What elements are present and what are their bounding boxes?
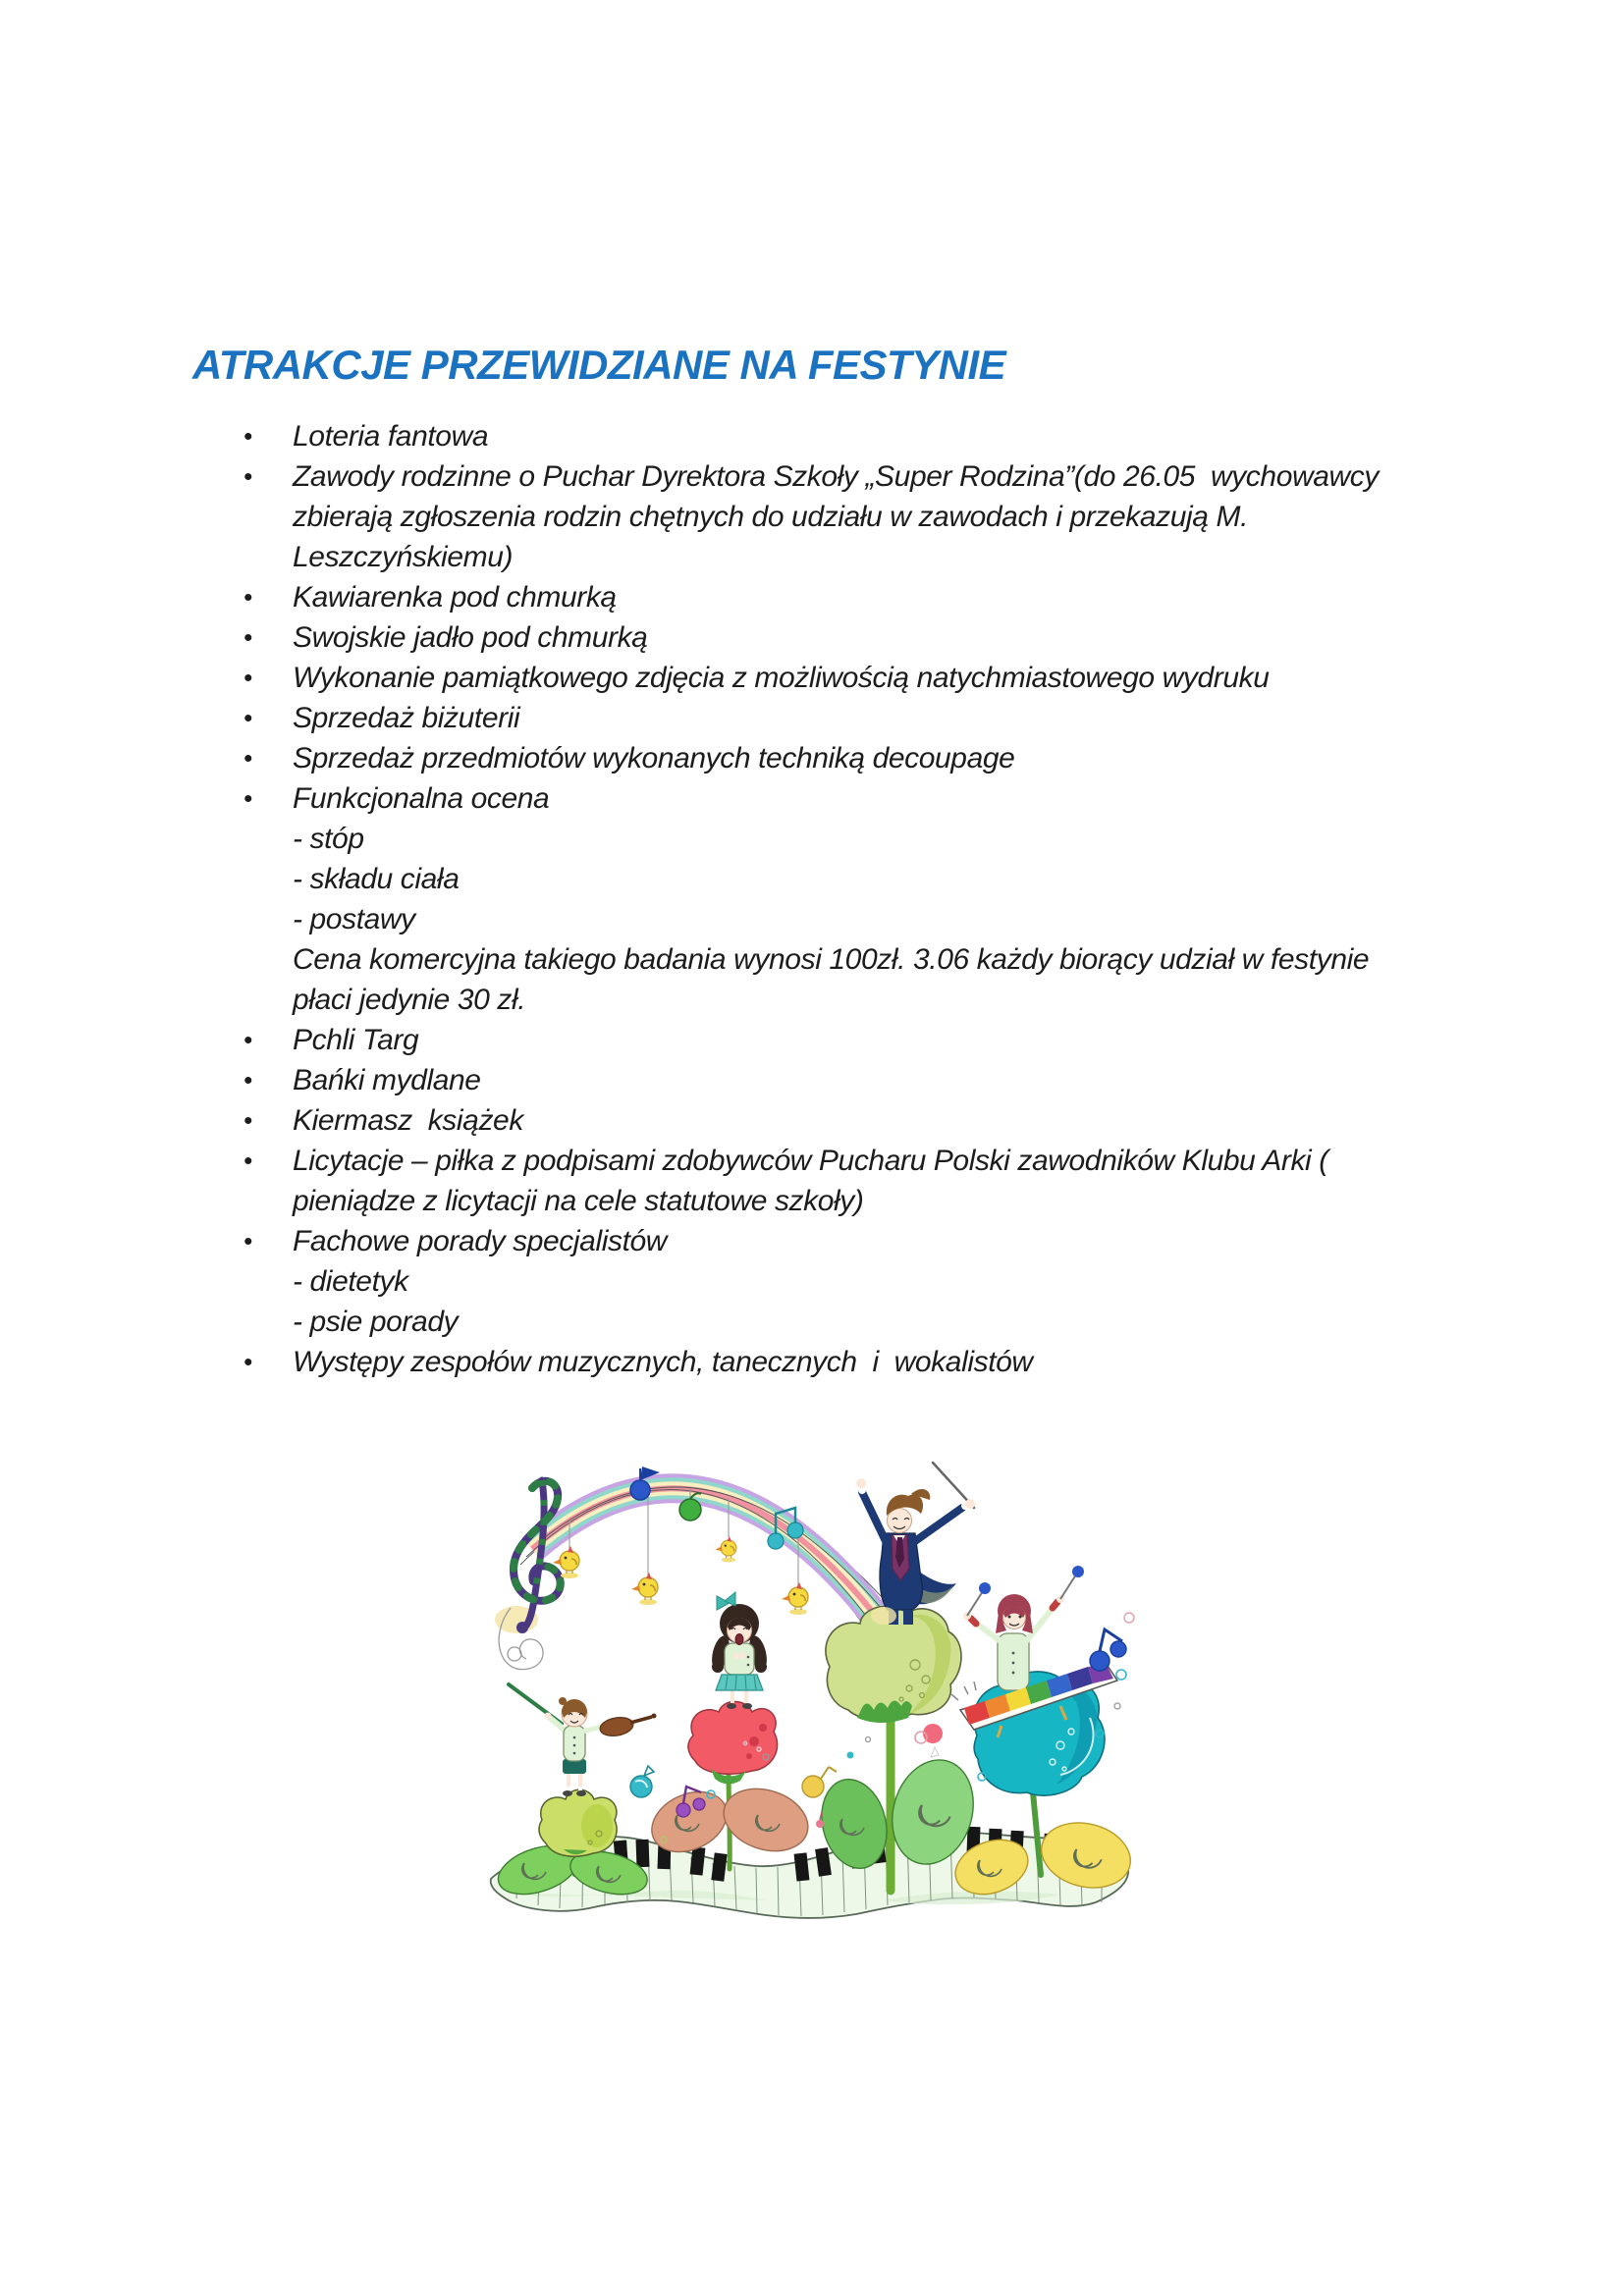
list-item-text: Kiermasz książek	[293, 1104, 523, 1137]
list-item	[244, 1221, 1432, 1342]
list-item-text: Funkcjonalna ocena	[293, 782, 550, 815]
bullet-marker: •	[244, 783, 252, 813]
bullet-marker: •	[244, 1065, 252, 1095]
bullet-marker: •	[244, 1105, 252, 1135]
list-item	[244, 577, 1432, 617]
note-teal-sphere	[630, 1766, 654, 1797]
bullet-marker: •	[244, 1226, 252, 1255]
list-item	[244, 416, 1432, 456]
list-item-subline: - postawy	[293, 903, 415, 935]
tulip-small	[539, 1789, 617, 1856]
bullet-marker: •	[244, 743, 252, 773]
list-item	[244, 1020, 1432, 1060]
list-item	[244, 1342, 1432, 1382]
list-item-subline: Cena komercyjna takiego badania wynosi 100zł. 3.06 każdy biorący udział w festynie płaci jedynie 30 zł.	[293, 943, 1378, 1016]
festival-illustration	[471, 1431, 1149, 1922]
list-item-text: Występy zespołów muzycznych, tanecznych i wokalistów	[293, 1346, 1033, 1378]
list-item	[244, 1141, 1432, 1221]
bullet-marker: •	[244, 1347, 252, 1376]
chick-icon	[631, 1573, 658, 1605]
mallet	[1060, 1575, 1076, 1599]
violin	[599, 1714, 657, 1738]
list-item-text: Swojskie jadło pod chmurką	[293, 621, 648, 654]
chick-icon	[782, 1582, 808, 1615]
list-item-text: Sprzedaż biżuterii	[293, 702, 520, 734]
list-item-text: Pchli Targ	[293, 1024, 419, 1056]
note-pink-cluster	[915, 1724, 943, 1757]
list-item-text: Wykonanie pamiątkowego zdjęcia z możliwością natychmiastowego wydruku	[293, 662, 1270, 694]
xylophone-girl	[963, 1566, 1084, 1690]
bullet-marker: •	[244, 582, 252, 612]
page-title: ATRAKCJE PRZEWIDZIANE NA FESTYNIE	[192, 342, 1006, 389]
bullet-marker: •	[244, 461, 252, 491]
list-item-subline: - składu ciała	[293, 863, 460, 895]
list-item-text: Fachowe porady specjalistów	[293, 1225, 668, 1257]
list-item	[244, 778, 1432, 1020]
list-item	[244, 1060, 1432, 1100]
children-orchestra-graphic	[471, 1431, 1149, 1922]
list-item	[244, 698, 1432, 738]
bullet-marker: •	[244, 1146, 252, 1175]
tulip-pink	[688, 1702, 778, 1785]
list-item	[244, 617, 1432, 658]
bullet-marker: •	[244, 663, 252, 692]
bullet-marker: •	[244, 1025, 252, 1054]
list-item	[244, 1100, 1432, 1141]
hanging-chicks	[553, 1536, 808, 1615]
list-item-subline: - stóp	[293, 823, 364, 855]
list-item-text: Licytacje – piłka z podpisami zdobywców Pucharu Polski zawodników Klubu Arki ( pieniądze z licytacji na cele statutowe szkoły)	[293, 1145, 1336, 1217]
list-item	[244, 658, 1432, 698]
list-item-subline: - psie porady	[293, 1306, 459, 1338]
list-item-text: Zawody rodzinne o Puchar Dyrektora Szkoły „Super Rodzina”(do 26.05 wychowawcy zbierają zgłoszenia rodzin chętnych do udziału w zawodach i przekazują M. Leszczyńskiemu)	[293, 460, 1386, 573]
list-item	[244, 738, 1432, 778]
list-item-text: Loteria fantowa	[293, 420, 489, 453]
mallet	[967, 1591, 983, 1616]
list-item-text: Sprzedaż przedmiotów wykonanych techniką decoupage	[293, 742, 1015, 774]
list-item	[244, 456, 1432, 577]
bullet-marker: •	[244, 703, 252, 732]
chick-icon	[715, 1536, 736, 1562]
bullet-marker: •	[244, 622, 252, 652]
treble-clef-icon	[495, 1480, 561, 1670]
list-item-text: Kawiarenka pod chmurką	[293, 581, 617, 614]
bullet-marker: •	[244, 421, 252, 451]
attractions-list	[244, 416, 1432, 1382]
list-item-subline: - dietetyk	[293, 1265, 408, 1298]
list-item-text: Bańki mydlane	[293, 1064, 481, 1096]
singing-girl	[709, 1592, 770, 1709]
